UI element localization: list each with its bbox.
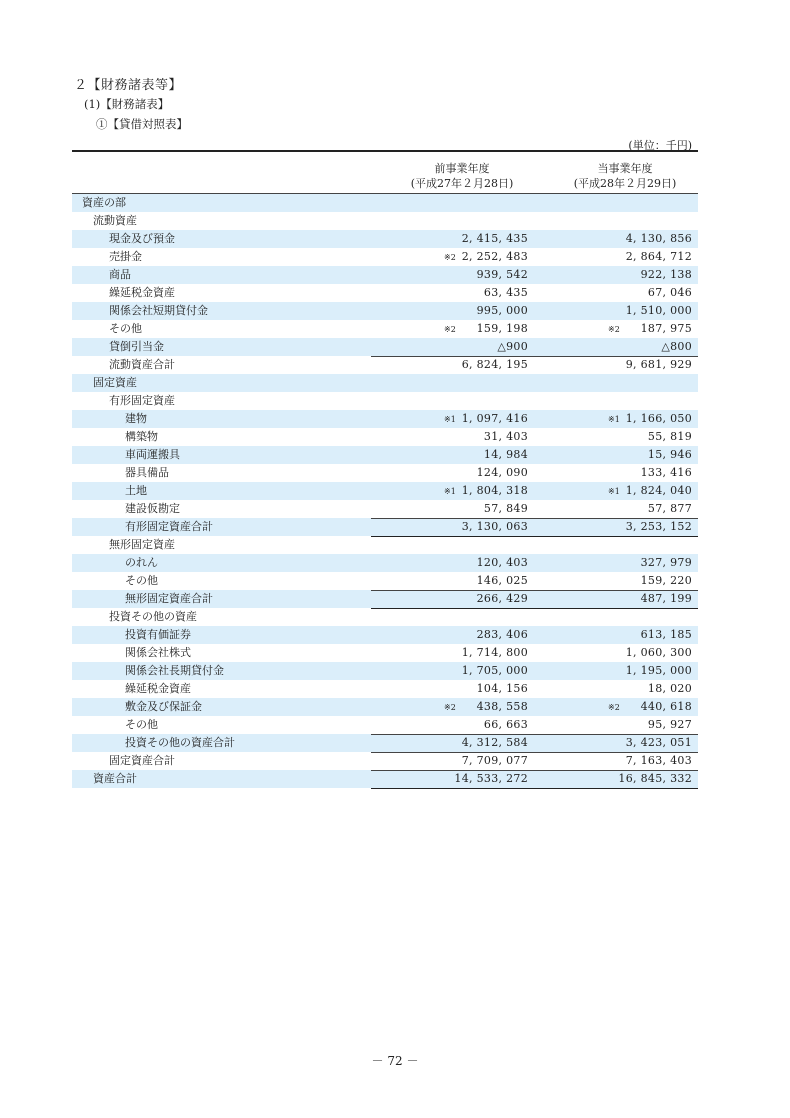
table-row (72, 572, 698, 590)
row-label: 車両運搬具 (125, 448, 180, 461)
current-year-value: 922, 138 (640, 268, 692, 281)
note-marker: ※1 (608, 415, 620, 424)
prior-year-value: 1, 705, 000 (461, 664, 528, 677)
prior-year-value: 14, 533, 272 (454, 772, 528, 785)
current-year-value: 2, 864, 712 (625, 250, 692, 263)
row-label: 資産合計 (93, 772, 137, 785)
current-year-value: 67, 046 (647, 286, 692, 299)
row-label: 繰延税金資産 (109, 286, 175, 299)
row-label: 無形固定資産合計 (125, 592, 213, 605)
table-row (72, 284, 698, 302)
current-year-value: 18, 020 (647, 682, 692, 695)
row-label: 構築物 (125, 430, 158, 443)
row-label: 現金及び預金 (109, 232, 175, 245)
current-year-header: 当事業年度 (平成28年２月29日) (573, 162, 677, 190)
note-marker: ※2 (444, 325, 456, 334)
table-row (72, 194, 698, 212)
prior-year-value: 2, 415, 435 (461, 232, 528, 245)
balance-sheet-table (72, 150, 698, 788)
current-year-value: 55, 819 (647, 430, 692, 443)
table-row (72, 608, 698, 626)
current-year-value: 3, 423, 051 (625, 736, 692, 749)
prior-year-value: 1, 714, 800 (461, 646, 528, 659)
prior-year-header: 前事業年度 (平成27年２月28日) (410, 162, 514, 190)
table-row (72, 212, 698, 230)
table-header (72, 152, 698, 194)
table-row (72, 698, 698, 716)
prior-year-value: △900 (497, 340, 528, 353)
current-year-value: 1, 195, 000 (625, 664, 692, 677)
prior-year-value: 3, 130, 063 (461, 520, 528, 533)
table-row (72, 554, 698, 572)
prior-year-value: 1, 804, 318 (461, 484, 528, 497)
prior-year-value: 266, 429 (476, 592, 528, 605)
current-year-value: 1, 166, 050 (625, 412, 692, 425)
note-marker: ※1 (444, 415, 456, 424)
current-year-value: 327, 979 (640, 556, 692, 569)
row-label: 固定資産合計 (109, 754, 175, 767)
table-row (72, 248, 698, 266)
current-year-value: 187, 975 (640, 322, 692, 335)
row-label: 流動資産合計 (109, 358, 175, 371)
prior-year-value: 120, 403 (476, 556, 528, 569)
current-year-value: 159, 220 (640, 574, 692, 587)
table-row (72, 230, 698, 248)
subtotal-row (72, 590, 698, 608)
page-number: － 72 － (371, 1054, 419, 1068)
row-label: 固定資産 (93, 376, 137, 389)
row-label: のれん (125, 556, 158, 569)
row-label: 無形固定資産 (109, 538, 175, 551)
current-year-value: 1, 510, 000 (625, 304, 692, 317)
current-year-value: 613, 185 (640, 628, 692, 641)
subtotal-row (72, 734, 698, 752)
row-label: その他 (125, 718, 158, 731)
row-label: 関係会社株式 (125, 646, 191, 659)
table-row (72, 662, 698, 680)
current-year-value: 487, 199 (640, 592, 692, 605)
prior-year-value: 14, 984 (483, 448, 528, 461)
current-year-value: 57, 877 (647, 502, 692, 515)
prior-year-value: 31, 403 (483, 430, 528, 443)
note-marker: ※2 (608, 325, 620, 334)
table-row (72, 266, 698, 284)
prior-year-value: 66, 663 (483, 718, 528, 731)
row-label: 投資その他の資産 (109, 610, 197, 623)
table-row (72, 338, 698, 356)
note-marker: ※2 (608, 703, 620, 712)
table-row (72, 446, 698, 464)
subtotal-row (72, 752, 698, 770)
prior-year-value: 104, 156 (476, 682, 528, 695)
subtotal-row (72, 356, 698, 374)
table-row (72, 428, 698, 446)
row-label: 投資有価証券 (125, 628, 191, 641)
prior-year-value: 438, 558 (476, 700, 528, 713)
unit-label: (単位：千円) (628, 139, 692, 152)
table-row (72, 464, 698, 482)
row-label: その他 (125, 574, 158, 587)
prior-year-value: 6, 824, 195 (461, 358, 528, 371)
row-label: 投資その他の資産合計 (125, 736, 235, 749)
prior-year-value: 1, 097, 416 (461, 412, 528, 425)
prior-year-value: 63, 435 (483, 286, 528, 299)
prior-year-value: 57, 849 (483, 502, 528, 515)
current-year-value: 9, 681, 929 (625, 358, 692, 371)
prior-year-value: 995, 000 (476, 304, 528, 317)
table-row (72, 644, 698, 662)
current-year-value: 95, 927 (647, 718, 692, 731)
current-year-value: △800 (661, 340, 692, 353)
prior-year-value: 283, 406 (476, 628, 528, 641)
row-label: 敷金及び保証金 (125, 700, 202, 713)
current-year-value: 16, 845, 332 (618, 772, 692, 785)
table-row (72, 680, 698, 698)
row-label: 流動資産 (93, 214, 137, 227)
prior-year-value: 159, 198 (476, 322, 528, 335)
table-row (72, 716, 698, 734)
prior-year-value: 4, 312, 584 (461, 736, 528, 749)
current-year-value: 1, 060, 300 (625, 646, 692, 659)
table-row (72, 320, 698, 338)
current-year-value: 7, 163, 403 (625, 754, 692, 767)
note-marker: ※1 (608, 487, 620, 496)
prior-year-value: 7, 709, 077 (461, 754, 528, 767)
subtotal-row (72, 518, 698, 536)
row-label: 商品 (109, 268, 131, 281)
table-row (72, 626, 698, 644)
table-row (72, 302, 698, 320)
prior-year-value: 2, 252, 483 (461, 250, 528, 263)
row-label: 器具備品 (125, 466, 169, 479)
row-label: 関係会社長期貸付金 (125, 664, 224, 677)
note-marker: ※2 (444, 703, 456, 712)
row-label: 繰延税金資産 (125, 682, 191, 695)
row-label: 土地 (125, 484, 147, 497)
table-row (72, 500, 698, 518)
table-row (72, 392, 698, 410)
row-label: その他 (109, 322, 142, 335)
prior-year-value: 146, 025 (476, 574, 528, 587)
current-year-value: 15, 946 (647, 448, 692, 461)
row-label: 建設仮勘定 (125, 502, 180, 515)
row-label: 建物 (125, 412, 147, 425)
current-year-value: 440, 618 (640, 700, 692, 713)
statement-heading: ①【貸借対照表】 (96, 117, 188, 131)
table-row (72, 536, 698, 554)
current-year-value: 133, 416 (640, 466, 692, 479)
subsection-heading: (1)【財務諸表】 (84, 97, 170, 111)
row-label: 貸倒引当金 (109, 340, 164, 353)
table-row (72, 374, 698, 392)
table-row (72, 482, 698, 500)
prior-year-value: 939, 542 (476, 268, 528, 281)
row-label: 有形固定資産合計 (125, 520, 213, 533)
current-year-value: 1, 824, 040 (625, 484, 692, 497)
row-label: 資産の部 (82, 196, 126, 209)
current-year-value: 4, 130, 856 (625, 232, 692, 245)
table-body (72, 194, 698, 788)
note-marker: ※2 (444, 253, 456, 262)
subtotal-row (72, 770, 698, 788)
row-label: 有形固定資産 (109, 394, 175, 407)
note-marker: ※1 (444, 487, 456, 496)
row-label: 売掛金 (109, 250, 142, 263)
table-row (72, 410, 698, 428)
current-year-value: 3, 253, 152 (625, 520, 692, 533)
row-label: 関係会社短期貸付金 (109, 304, 208, 317)
prior-year-value: 124, 090 (476, 466, 528, 479)
section-heading: ２【財務諸表等】 (74, 78, 183, 93)
